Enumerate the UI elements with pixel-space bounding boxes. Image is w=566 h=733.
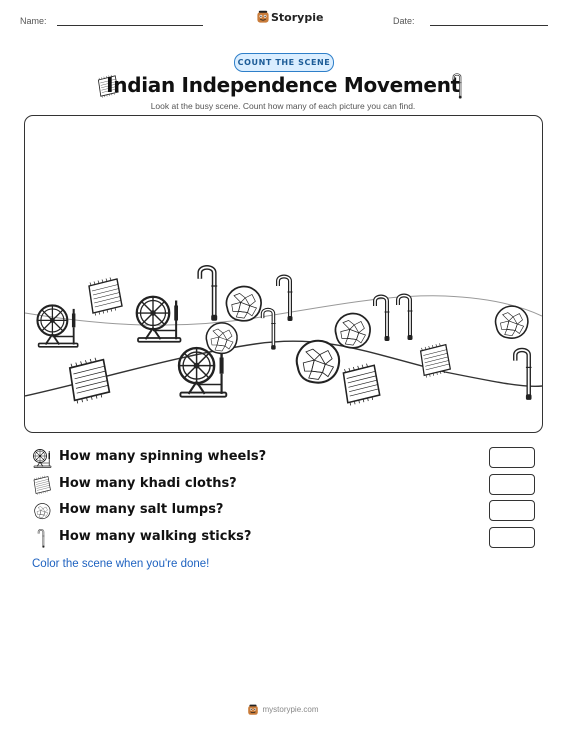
name-label: Name: (20, 16, 47, 26)
question-khadi-cloths (32, 474, 536, 496)
khadi-cloth-icon (343, 364, 379, 406)
walking-stick-icon (36, 528, 46, 548)
question-salt-lumps (32, 500, 536, 522)
salt-lump-icon (206, 323, 237, 353)
salt-lump-icon (297, 341, 339, 383)
answer-box-spinning-wheels[interactable] (489, 447, 535, 468)
count-the-scene-badge: COUNT THE SCENE (234, 53, 334, 72)
question-text: How many walking sticks? (59, 529, 252, 544)
walking-stick-icon (515, 350, 531, 400)
question-text: How many spinning wheels? (59, 449, 267, 464)
walking-stick-icon (451, 72, 463, 99)
answer-box-salt-lumps[interactable] (489, 500, 535, 521)
color-instruction: Color the scene when you're done! (32, 558, 210, 570)
footer-url: mystorypie.com (262, 705, 319, 715)
salt-lump-icon (335, 314, 370, 348)
khadi-cloth-icon (32, 475, 52, 495)
salt-lump-icon (496, 306, 528, 338)
name-field[interactable] (57, 25, 203, 26)
instructions: Look at the busy scene. Count how many of each picture you can find. (150, 101, 416, 111)
walking-stick-icon (398, 296, 413, 341)
khadi-cloth-icon (89, 278, 122, 316)
question-walking-sticks (32, 527, 536, 549)
footer (0, 704, 566, 716)
page-title: Indian Independence Movement (106, 73, 460, 97)
spinning-wheel-icon (37, 305, 77, 346)
salt-lump-icon (226, 287, 261, 321)
brand-name: Storypie (271, 11, 324, 24)
storypie-logo-icon (247, 704, 259, 716)
spinning-wheel-icon (137, 297, 181, 342)
storypie-logo-icon (256, 10, 270, 24)
walking-stick-icon (375, 297, 390, 342)
question-spinning-wheels (32, 447, 536, 469)
date-label: Date: (393, 16, 415, 26)
walking-stick-icon (200, 267, 217, 320)
spinning-wheel-icon (179, 348, 226, 397)
answer-box-khadi-cloths[interactable] (489, 474, 535, 495)
khadi-cloth-icon (70, 358, 110, 404)
counting-scene (24, 115, 543, 433)
scene-drawing (25, 116, 542, 432)
spinning-wheel-icon (32, 448, 52, 468)
answer-box-walking-sticks[interactable] (489, 527, 535, 548)
salt-lump-icon (32, 501, 52, 521)
date-field[interactable] (430, 25, 548, 26)
question-text: How many khadi cloths? (59, 476, 237, 491)
question-text: How many salt lumps? (59, 502, 224, 517)
